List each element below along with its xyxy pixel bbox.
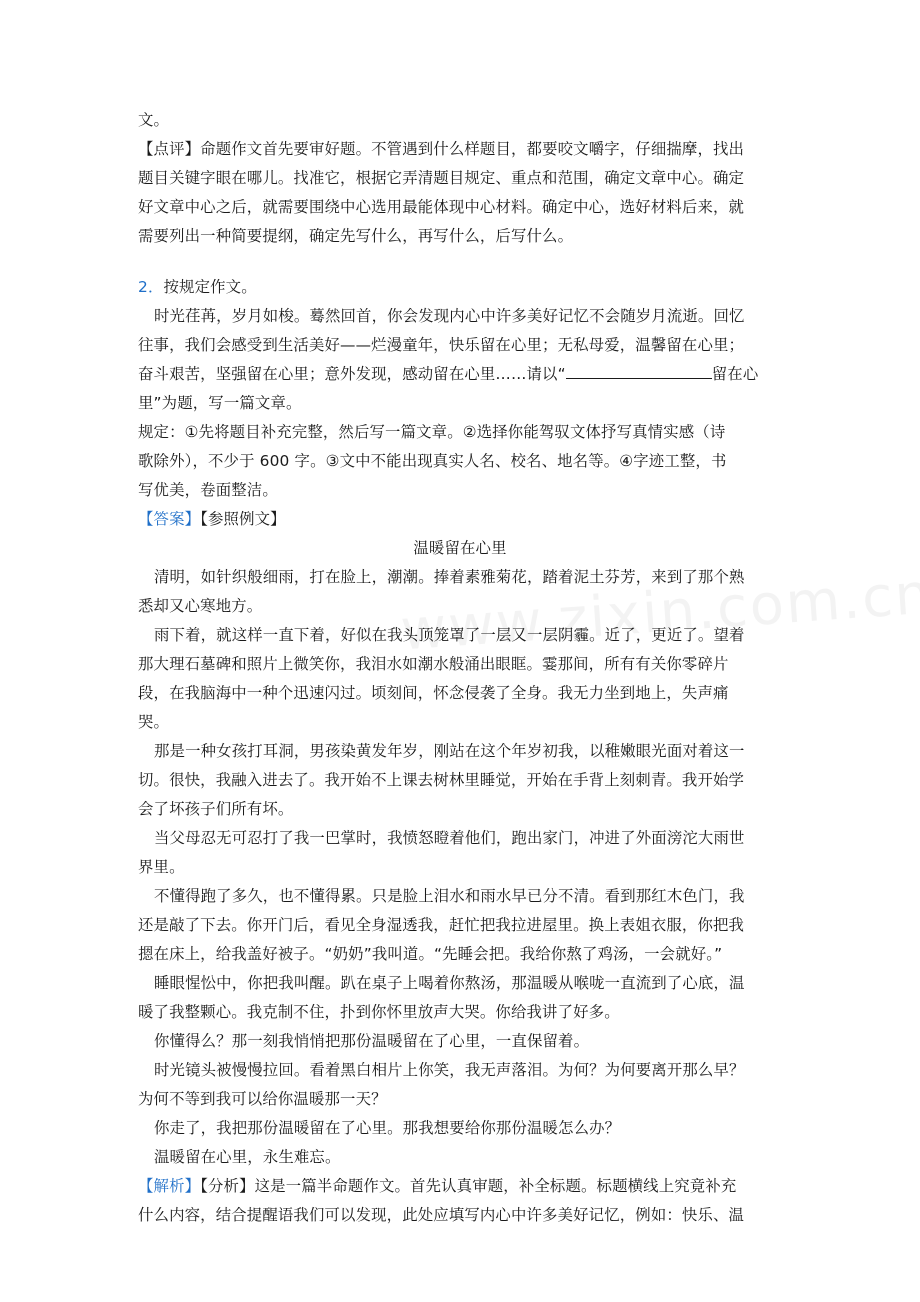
essay-line: 为何不等到我可以给你温暖那一天？ [138,1090,387,1108]
essay-line: 雨下着，就这样一直下着，好似在我头顶笼罩了一层又一层阴霾。近了，更近了。望着 [154,626,745,644]
question-title: 按规定作文。 [163,278,257,296]
analysis-line [138,1172,782,1201]
prompt-text-end: 留在心 [711,365,759,383]
essay-line: 不懂得跑了多久，也不懂得累。只是脸上泪水和雨水早已分不清。看到那红木色门，我 [154,887,745,905]
essay-line: 你懂得么？那一刻我悄悄把那份温暖留在了心里，一直保留着。 [154,1032,590,1050]
essay-line: 睡眼惺忪中，你把我叫醒。趴在桌子上喝着你熬汤，那温暖从喉咙一直流到了心底，温 [154,974,745,992]
analysis-line: 什么内容，结合提醒语我们可以发现，此处应填写内心中许多美好记忆，例如：快乐、温 [138,1206,745,1224]
essay-line: 会了坏孩子们所有坏。 [138,800,294,818]
analysis-sub-tag: 【分析】 [200,1177,255,1195]
reference-tag: 【参照例文】 [200,510,286,528]
comment-line: 题目关键字眼在哪儿。找准它，根据它弄清题目规定、重点和范围，确定文章中心。确定 [138,169,745,187]
prompt-line [138,360,782,389]
text-line: 文。 [138,111,170,129]
essay-line: 那是一种女孩打耳洞，男孩染黄发年岁，刚站在这个年岁初我，以稚嫩眼光面对着这一 [154,742,745,760]
rules-line: 规定：①先将题目补充完整，然后写一篇文章。②选择你能驾驭文体抒写真情实感（诗 [138,423,726,441]
essay-line: 摁在床上，给我盖好被子。“奶奶”我叫道。“先睡会把。我给你熬了鸡汤，一会就好。” [138,945,723,963]
essay-line: 时光镜头被慢慢拉回。看着黑白相片上你笑，我无声落泪。为何？为何要离开那么早？ [154,1061,745,1079]
essay-line: 还是敲了下去。你开门后，看见全身湿透我，赶忙把我拉进屋里。换上表姐衣服，你把我 [138,916,745,934]
essay-line: 切。很快，我融入进去了。我开始不上课去树林里睡觉，开始在手背上刻刺青。我开始学 [138,771,745,789]
essay-line: 当父母忍无可忍打了我一巴掌时，我愤怒瞪着他们，跑出家门，冲进了外面滂沱大雨世 [154,829,745,847]
essay-title: 温暖留在心里 [413,539,507,557]
essay-line: 清明，如针织般细雨，打在脸上，潮潮。捧着素雅菊花，踏着泥土芬芳，来到了那个熟 [154,568,745,586]
essay-line: 温暖留在心里，永生难忘。 [154,1148,341,1166]
essay-line: 暖了我整颗心。我克制不住，扑到你怀里放声大哭。你给我讲了好多。 [138,1003,620,1021]
comment-tag: 【点评】 [138,140,201,158]
question-heading [138,273,782,302]
essay-line: 那大理石墓碑和照片上微笑你，我泪水如潮水般涌出眼眶。霎那间，所有有关你零碎片 [138,655,729,673]
essay-line: 段，在我脑海中一种个迅速闪过。顷刻间，怀念侵袭了全身。我无力坐到地上，失声痛 [138,684,729,702]
comment-line [138,135,782,164]
essay-line: 你走了，我把那份温暖留在了心里。那我想要给你那份温暖怎么办？ [154,1119,621,1137]
comment-line: 需要列出一种简要提纲，确定先写什么，再写什么，后写什么。 [138,227,574,245]
rules-line: 歌除外），不少于 600 字。③文中不能出现真实人名、校名、地名等。④字迹工整，书 [138,452,727,470]
essay-line: 界里。 [138,858,185,876]
answer-tag: 【答案】 [138,510,201,528]
prompt-line: 往事，我们会感受到生活美好——烂漫童年，快乐留在心里；无私母爱，温馨留在心里； [138,336,745,354]
essay-body [138,563,782,1172]
comment-text: 命题作文首先要审好题。不管遇到什么样题目，都要咬文嚼字，仔细揣摩，找出 [200,140,745,158]
essay-line: 悉却又心寒地方。 [138,597,263,615]
document-page [138,106,782,1230]
question-number: 2． [138,278,164,296]
comment-line: 好文章中心之后，就需要围绕中心选用最能体现中心材料。确定中心，选好材料后来，就 [138,198,745,216]
rules-line: 写优美，卷面整洁。 [138,481,278,499]
title-blank [566,362,712,379]
prompt-line: 时光荏苒，岁月如梭。蓦然回首，你会发现内心中许多美好记忆不会随岁月流逝。回忆 [154,307,745,325]
answer-heading [138,505,782,534]
analysis-text: 这是一篇半命题作文。首先认真审题，补全标题。标题横线上究竟补充 [254,1177,737,1195]
prompt-text: 奋斗艰苦，坚强留在心里；意外发现，感动留在心里……请以“ [138,365,566,383]
analysis-tag: 【解析】 [138,1177,201,1195]
prompt-line: 里”为题，写一篇文章。 [138,394,302,412]
essay-line: 哭。 [138,713,170,731]
